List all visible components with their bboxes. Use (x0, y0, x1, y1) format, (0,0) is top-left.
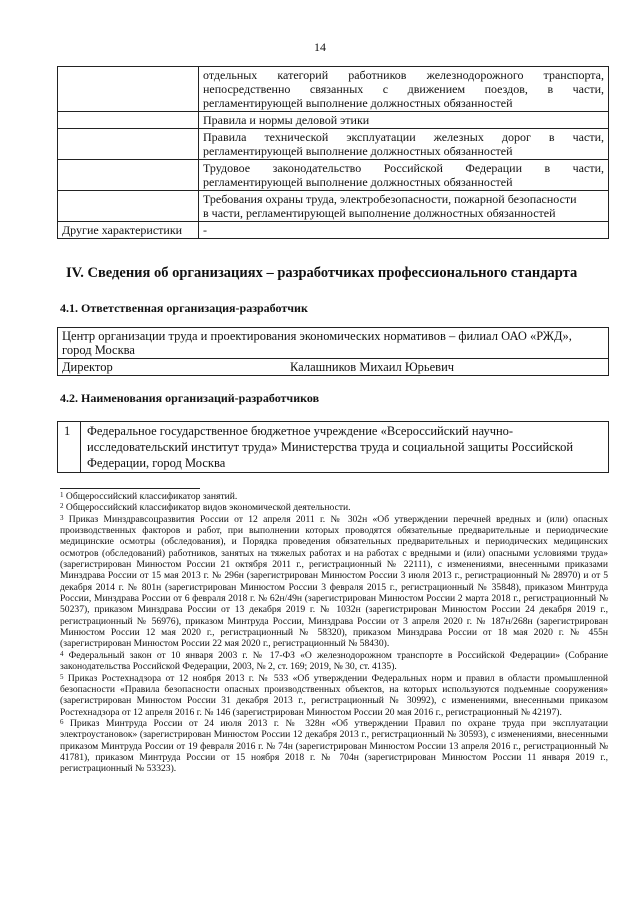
footnote-mark: 4 (60, 649, 64, 658)
footnote-text: Приказ Минтруда России от 24 июля 2013 г. № 328н «Об утверждении Правил по охране труда при эксплуатации электроустановок» (зарегистрирован Минюстом России 12 декабря 2013 г., регистрационный № 30593), с изменениями, внесенными приказом Минтруда России от 19 февраля 2016 г. № 74н (зарегистрирован Минюстом России 13 апреля 2016 г., регистрационный № 41781), приказом Минтруда России от 15 ноября 2018 г. № 704н (зарегистрирован Минюстом России 11 января 2019 г., регистрационный № 53323). (60, 717, 608, 775)
table-cell-value (199, 191, 609, 222)
footnote-mark: 3 (60, 513, 64, 522)
director-cell (58, 359, 609, 376)
responsible-org-table (57, 327, 609, 376)
requirements-table (57, 66, 609, 239)
table-cell-label (58, 160, 199, 191)
cell-line: - (203, 223, 207, 237)
footnote-mark: 6 (60, 717, 64, 726)
table-row (58, 67, 609, 112)
developer-name-line: Федерации, город Москва (87, 456, 226, 470)
footnote-text: Общероссийский классификатор занятий. (65, 491, 238, 502)
section-title: IV. Сведения об организациях – разработчиках профессионального стандарта (66, 265, 578, 281)
footnote (60, 718, 608, 775)
cell-line: регламентирующей выполнение должностных обязанностей (203, 96, 513, 110)
row-number: 1 (58, 422, 81, 473)
table-cell-value (199, 222, 609, 239)
cell-line: регламентирующей выполнение должностных обязанностей (203, 175, 513, 189)
cell-line: Правила и нормы деловой этики (203, 113, 370, 127)
table-cell-value (199, 67, 609, 112)
developer-name-line: исследовательский институт труда» Министерства труда и социальной защиты Российской (87, 440, 574, 454)
table-cell-label (58, 112, 199, 129)
footnote (60, 514, 608, 650)
table-row (58, 222, 609, 239)
footnote (60, 502, 608, 513)
table-cell-label (58, 129, 199, 160)
cell-line: Правила технической эксплуатации железных дорог в части, (203, 130, 604, 144)
footnote (60, 673, 608, 718)
table-cell-label (58, 67, 199, 112)
footnote-mark: 5 (60, 672, 64, 681)
org-name-line: Центр организации труда и проектирования экономических нормативов – филиал ОАО «РЖД», (62, 329, 572, 343)
cell-line: Требования охраны труда, электробезопасности, пожарной безопасности (203, 192, 577, 206)
footnote-text: Приказ Минздравсоцразвития России от 12 апреля 2011 г. № 302н «Об утверждении перечней вредных и (или) опасных производственных факторов и работ, при выполнении которых проводятся обязательные предварительные и периодические медицинские осмотры (обследования), и Порядка проведения обязательных предварительных и периодических медицинских осмотров (обследований) работников, занятых на тяжелых работах и на работах с вредными и (или) опасными условиями труда» (зарегистрирован Минюстом России 21 октября 2011 г., регистрационный № 22111), с изменениями, внесенными приказами Минздрава России от 15 мая 2013 г. № 296н (зарегистрирован Минюстом России 3 июля 2013 г., регистрационный № 28970) и от 5 декабря 2014 г. № 801н (зарегистрирован Минюстом России 3 февраля 2015 г., регистрационный № 35848), приказом Минтруда России, Минздрава России от 6 февраля 2018 г. № 62н/49н (зарегистрирован Минюстом России 2 марта 2018 г., регистрационный № 50237), приказом Минздрава России от 13 декабря 2019 г. № 1032н (зарегистрирован Минюстом России 24 декабря 2019 г., регистрационный № 56976), приказом Минтруда России, Минздрава России от 3 апреля 2020 г. № 187н/268н (зарегистрирован Минюстом России 12 мая 2020 г., регистрационный № 58320), приказом Минздрава России от 18 мая 2020 г. № 455н (зарегистрирован Минюстом России 22 мая 2020 г., регистрационный № 58430). (60, 513, 608, 650)
table-cell-value (199, 160, 609, 191)
developers-table (57, 421, 609, 473)
footnote (60, 650, 608, 673)
footnote-text: Приказ Ростехнадзора от 12 ноября 2013 г. № 533 «Об утверждении Федеральных норм и правил в области промышленной безопасности «Правила безопасности опасных производственных объектов, на которых используются подъемные сооружения» (зарегистрирован Минюстом России 31 декабря 2013 г., регистрационный № 30992), с изменениями, внесенными приказом Ростехнадзора от 12 апреля 2016 г. № 146 (зарегистрирован Минюстом России 20 мая 2016 г., регистрационный № 42197). (60, 672, 608, 718)
director-name: Калашников Михаил Юрьевич (290, 360, 455, 374)
cell-line: регламентирующей выполнение должностных обязанностей (203, 144, 513, 158)
developer-name-cell (81, 422, 609, 473)
org-name-cell (58, 328, 609, 359)
table-row (58, 328, 609, 359)
table-row (58, 129, 609, 160)
table-cell-label: Другие характеристики (58, 222, 199, 239)
footnote-text: Общероссийский классификатор видов экономической деятельности. (65, 502, 351, 514)
cell-line: отдельных категорий работников железнодорожного транспорта, (203, 68, 604, 82)
table-cell-value (199, 112, 609, 129)
org-name-line: город Москва (62, 343, 135, 357)
cell-line: непосредственно связанных с движением поездов, в части, (203, 82, 604, 96)
footnotes (60, 491, 608, 775)
table-row (58, 160, 609, 191)
developer-name-line: Федеральное государственное бюджетное учреждение «Всероссийский научно- (87, 424, 514, 438)
table-cell-label (58, 191, 199, 222)
footnote-separator (60, 488, 200, 489)
footnote-mark: 1 (60, 491, 64, 499)
table-row (58, 112, 609, 129)
footnote (60, 491, 608, 502)
table-row (58, 422, 609, 473)
table-row (58, 191, 609, 222)
subsection-title-developers: 4.2. Наименования организаций-разработчиков (60, 391, 320, 405)
table-row (58, 359, 609, 376)
footnote-text: Федеральный закон от 10 января 2003 г. № 17-ФЗ «О железнодорожном транспорте в Российской Федерации» (Собрание законодательства Российской Федерации, 2003, № 2, ст. 169; 2019, № 30, ст. 4135). (60, 649, 608, 673)
director-position: Директор (62, 360, 113, 374)
cell-line: Трудовое законодательство Российской Федерации в части, (203, 161, 604, 175)
cell-line: в части, регламентирующей выполнение должностных обязанностей (203, 206, 556, 220)
page-number: 14 (314, 40, 326, 54)
footnote-mark: 2 (60, 502, 64, 511)
table-cell-value (199, 129, 609, 160)
subsection-title-responsible: 4.1. Ответственная организация-разработчик (60, 301, 308, 315)
